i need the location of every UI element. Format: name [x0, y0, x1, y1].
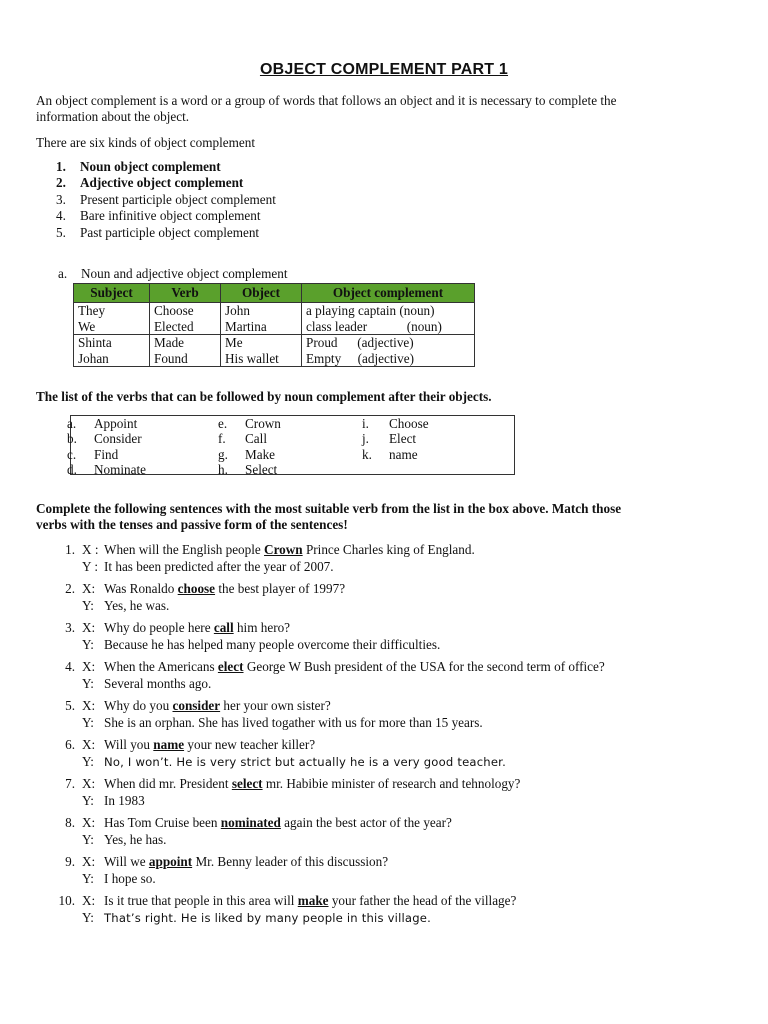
speaker-y-label: Y: [82, 753, 94, 769]
list-item-text: Noun object complement [80, 159, 221, 174]
question-x-text: Was Ronaldo choose the best player of 1997? [104, 581, 346, 596]
table-cell-subject [74, 303, 150, 335]
answer-verb: consider [172, 698, 221, 713]
list-item-text: Bare infinitive object complement [80, 208, 261, 224]
list-item-number: 3. [56, 191, 66, 207]
answer-verb: choose [177, 581, 216, 596]
question-x-line [36, 815, 736, 832]
speaker-x-label: X: [82, 893, 96, 908]
noun-complement-table [73, 283, 475, 367]
speaker-x-label: X: [82, 581, 96, 596]
question-x-text: Why do people here call him hero? [104, 620, 291, 635]
cell-line: Me [225, 335, 243, 350]
question-y-line [36, 559, 736, 576]
verb-letter: h. [218, 461, 228, 477]
speaker-x-label: X: [82, 815, 96, 830]
spacer [36, 715, 82, 732]
question-y-text: That’s right. He is liked by many people in this village. [104, 910, 431, 925]
verb-column-1 [67, 416, 147, 477]
question-y-text: She is an orphan. She has lived togather with us for more than 15 years. [104, 714, 483, 730]
question-y-text: In 1983 [104, 792, 145, 808]
question-item [36, 776, 736, 809]
question-x-line [36, 698, 736, 715]
question-y-text: Yes, he has. [104, 831, 167, 847]
speaker-y-label: Y: [82, 870, 94, 886]
speaker-y-label: Y: [82, 792, 94, 808]
cell-line: John [225, 303, 250, 318]
answer-verb: name [153, 737, 185, 752]
question-y-text: It has been predicted after the year of 2007. [104, 558, 334, 574]
instructions-line-2: verbs with the tenses and passive form of the sentences! [36, 517, 348, 532]
cell-line: Proud (adjective) [306, 335, 414, 350]
table-cell-object [221, 335, 302, 367]
cell-line: a playing captain (noun) [306, 303, 435, 318]
verb-column-3 [362, 416, 429, 462]
question-item [36, 542, 736, 575]
list-item-number: 2. [56, 175, 66, 191]
speaker-x-label: X : [82, 542, 99, 557]
instructions-line-1: Complete the following sentences with the most suitable verb from the list in the box above. Match those [36, 501, 622, 516]
verb-list-item [67, 461, 147, 477]
list-item [56, 159, 276, 175]
speaker-y-label: Y : [82, 558, 98, 574]
cell-line: Elected [154, 318, 194, 334]
verb-list-heading: The list of the verbs that can be followed by noun complement after their objects. [36, 389, 492, 404]
question-x-line [36, 854, 736, 871]
cell-line: Shinta [78, 335, 112, 350]
verb-list-item [218, 446, 281, 462]
speaker-x-label: X: [82, 854, 96, 869]
answer-verb: nominated [220, 815, 281, 830]
list-item-number: 1. [56, 159, 66, 174]
verb-list-item [218, 431, 281, 447]
question-y-line [36, 676, 736, 693]
verb-letter: d. [67, 461, 77, 477]
list-item-text: Past participle object complement [80, 224, 260, 240]
answer-verb: appoint [148, 854, 193, 869]
section-a-heading [58, 266, 288, 282]
speaker-x-label: X: [82, 776, 96, 791]
verb-column-2 [218, 416, 281, 477]
question-x-line [36, 620, 736, 637]
table-cell-subject [74, 335, 150, 367]
spacer [36, 637, 82, 654]
question-number: 3. [65, 620, 75, 635]
speaker-y-label: Y: [82, 636, 94, 652]
question-y-line [36, 715, 736, 732]
question-item [36, 698, 736, 731]
question-y-text: Several months ago. [104, 675, 212, 691]
question-y-line [36, 754, 736, 771]
question-x-line [36, 659, 736, 676]
cell-line: Johan [78, 350, 109, 366]
question-x-text: Will we appoint Mr. Benny leader of this discussion? [104, 854, 389, 869]
verb-word: Elect [389, 431, 417, 447]
table-body [74, 303, 475, 367]
question-item [36, 815, 736, 848]
table-cell-verb [150, 335, 221, 367]
table-cell-verb [150, 303, 221, 335]
section-a-text: Noun and adjective object complement [81, 266, 288, 281]
verb-list-item [362, 416, 429, 431]
verb-list-item [67, 431, 146, 447]
question-y-text: Yes, he was. [104, 597, 170, 613]
speaker-x-label: X: [82, 659, 96, 674]
cell-line: Made [154, 335, 185, 350]
spacer [36, 832, 82, 849]
verb-word: Choose [389, 416, 429, 431]
question-x-text: Will you name your new teacher killer? [104, 737, 316, 752]
speaker-y-label: Y: [82, 675, 94, 691]
answer-verb: elect [217, 659, 244, 674]
verb-list-item [67, 416, 146, 431]
question-number: 2. [65, 581, 75, 596]
question-number: 6. [65, 737, 75, 752]
question-item [36, 581, 736, 614]
list-item-number: 5. [56, 224, 66, 240]
intro-paragraph [36, 93, 716, 125]
question-item [36, 737, 736, 770]
verb-letter: i. [362, 416, 369, 431]
verb-list-item [218, 461, 281, 477]
answer-verb: Crown [264, 542, 303, 557]
verb-word: Appoint [94, 416, 138, 431]
intro-line-2: information about the object. [36, 109, 190, 124]
spacer [36, 871, 82, 888]
cell-line: Martina [225, 318, 267, 334]
question-item [36, 854, 736, 887]
speaker-y-label: Y: [82, 597, 94, 613]
verb-list-item [362, 446, 429, 462]
verb-list-item [218, 416, 281, 431]
question-number: 10. [58, 893, 75, 908]
question-number: 5. [65, 698, 75, 713]
verb-list-item [362, 431, 429, 447]
question-number: 7. [65, 776, 75, 791]
spacer [36, 676, 82, 693]
header-subject: Subject [74, 284, 150, 303]
table-cell-complement [302, 335, 475, 367]
question-item [36, 620, 736, 653]
question-y-line [36, 910, 736, 927]
verb-word: Consider [94, 431, 142, 447]
header-verb: Verb [150, 284, 221, 303]
question-y-text: Because he has helped many people overcome their difficulties. [104, 636, 441, 652]
question-number: 9. [65, 854, 75, 869]
verb-letter: e. [218, 416, 228, 431]
answer-verb: make [297, 893, 329, 908]
spacer [36, 598, 82, 615]
verb-word: Make [245, 446, 276, 462]
question-x-text: When the Americans elect George W Bush president of the USA for the second term of office? [104, 659, 605, 674]
spacer [36, 910, 82, 927]
spacer [36, 793, 82, 810]
cell-line: They [78, 303, 106, 318]
intro-line-1: An object complement is a word or a group of words that follows an object and it is necessary to complete the [36, 93, 617, 108]
verb-letter: b. [67, 431, 77, 447]
list-item-text: Present participle object complement [80, 191, 276, 207]
list-item [56, 192, 276, 208]
question-y-text: No, I won’t. He is very strict but actually he is a very good teacher. [104, 754, 506, 769]
question-y-line [36, 793, 736, 810]
verb-list-box [67, 415, 515, 477]
verb-word: Select [245, 461, 278, 477]
list-item-text: Adjective object complement [80, 175, 244, 191]
question-x-text: When did mr. President select mr. Habibie minister of research and tehnology? [104, 776, 521, 791]
list-item [56, 175, 276, 191]
question-item [36, 893, 736, 926]
cell-line: Empty (adjective) [306, 350, 415, 366]
speaker-x-label: X: [82, 737, 96, 752]
speaker-x-label: X: [82, 698, 96, 713]
verb-word: Nominate [94, 461, 147, 477]
header-object: Object [221, 284, 302, 303]
verb-letter: k. [362, 446, 372, 462]
verb-word: Find [94, 446, 119, 462]
verb-letter: a. [67, 416, 77, 431]
section-a-label: a. [58, 266, 68, 281]
cell-line: His wallet [225, 350, 279, 366]
verb-letter: c. [67, 446, 77, 462]
list-item [56, 225, 276, 241]
verb-word: name [389, 446, 418, 462]
answer-verb: select [231, 776, 263, 791]
instructions [36, 501, 726, 533]
table-row [74, 303, 475, 335]
verb-letter: f. [218, 431, 226, 447]
table-header-row [74, 284, 475, 303]
question-x-text: When will the English people Crown Prince Charles king of England. [104, 542, 475, 557]
question-x-line [36, 737, 736, 754]
question-y-line [36, 598, 736, 615]
table-cell-object [221, 303, 302, 335]
six-kinds-label: There are six kinds of object complement [36, 135, 255, 150]
spacer [36, 559, 82, 576]
list-item-number: 4. [56, 208, 66, 224]
question-y-text: I hope so. [104, 870, 156, 886]
kinds-list [56, 159, 276, 241]
cell-line: Choose [154, 303, 194, 318]
verb-letter: j. [362, 431, 369, 447]
spacer [36, 754, 82, 771]
table-row [74, 335, 475, 367]
question-x-line [36, 893, 736, 910]
question-number: 4. [65, 659, 75, 674]
verb-word: Call [245, 431, 267, 447]
verb-list-item [67, 446, 146, 462]
question-x-text: Why do you consider her your own sister? [104, 698, 331, 713]
question-number: 1. [65, 542, 75, 557]
speaker-y-label: Y: [82, 909, 94, 925]
answer-verb: call [213, 620, 234, 635]
question-y-line [36, 871, 736, 888]
question-item [36, 659, 736, 692]
question-y-line [36, 832, 736, 849]
question-x-text: Has Tom Cruise been nominated again the best actor of the year? [104, 815, 452, 830]
table-cell-complement [302, 303, 475, 335]
header-object-complement: Object complement [302, 284, 475, 303]
question-x-line [36, 581, 736, 598]
cell-line: class leader (noun) [306, 318, 442, 334]
question-x-text: Is it true that people in this area will make your father the head of the village? [104, 893, 517, 908]
verb-word: Crown [245, 416, 281, 431]
cell-line: Found [154, 350, 188, 366]
question-x-line [36, 776, 736, 793]
verb-letter: g. [218, 446, 228, 462]
cell-line: We [78, 318, 96, 334]
question-number: 8. [65, 815, 75, 830]
question-y-line [36, 637, 736, 654]
speaker-x-label: X: [82, 620, 96, 635]
question-x-line [36, 542, 736, 559]
speaker-y-label: Y: [82, 714, 94, 730]
list-item [56, 208, 276, 224]
page-title: OBJECT COMPLEMENT PART 1 [259, 61, 509, 78]
speaker-y-label: Y: [82, 831, 94, 847]
